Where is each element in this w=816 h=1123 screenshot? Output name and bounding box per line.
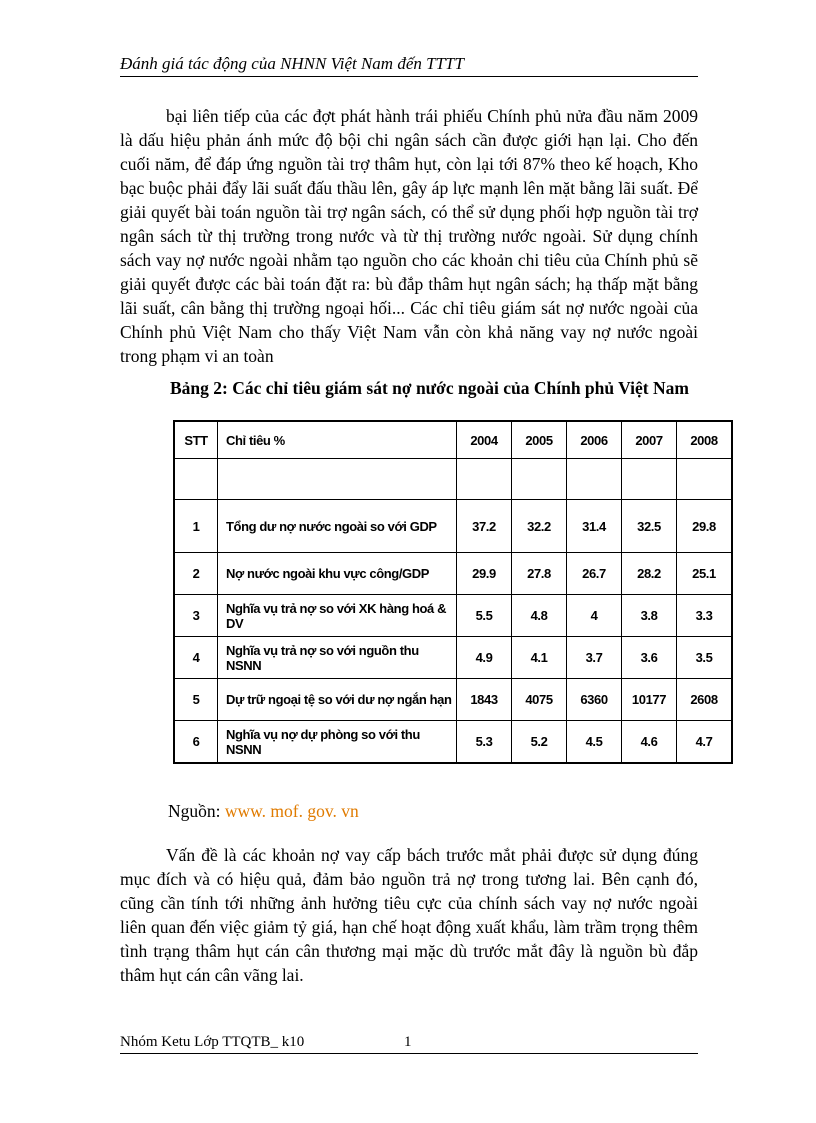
row-indicator: Dự trữ ngoại tệ so với dư nợ ngắn hạn [218, 679, 457, 721]
table-row [174, 553, 732, 595]
row-indicator: Nghĩa vụ nợ dự phòng so với thu NSNN [218, 721, 457, 764]
row-value: 29.8 [677, 500, 733, 553]
row-value: 5.5 [457, 595, 512, 637]
row-value: 4.7 [677, 721, 733, 764]
row-stt: 5 [174, 679, 218, 721]
row-value: 32.5 [622, 500, 677, 553]
row-value: 4.6 [622, 721, 677, 764]
table-row [174, 637, 732, 679]
row-value: 25.1 [677, 553, 733, 595]
row-stt: 6 [174, 721, 218, 764]
row-value: 26.7 [567, 553, 622, 595]
header-stt: STT [174, 421, 218, 459]
blank-cell [622, 459, 677, 500]
row-value: 10177 [622, 679, 677, 721]
body-paragraph-1: bại liên tiếp của các đợt phát hành trái phiếu Chính phủ nửa đầu năm 2009 là dấu hiệu phản ánh mức độ bội chi ngân sách cần được giới hạn lại. Cho đến cuối năm, để đáp ứng nguồn tài trợ thâm hụt, còn lại tới 87% theo kế hoạch, Kho bạc buộc phải đẩy lãi suất đấu thầu lên, gây áp lực mạnh lên mặt bằng lãi suất. Để giải quyết bài toán nguồn tài trợ ngân sách, có thể sử dụng phối hợp nguồn tài trợ ngân sách từ thị trường trong nước và từ thị trường nước ngoài. Sử dụng chính sách vay nợ nước ngoài nhằm tạo nguồn cho các khoản chi tiêu của Chính phủ sẽ giải quyết được các bài toán đặt ra: bù đắp thâm hụt ngân sách; hạ thấp mặt bằng lãi suất, cân bằng thị trường ngoại hối... Các chỉ tiêu giám sát nợ nước ngoài của Chính phủ Việt Nam cho thấy Việt Nam vẫn còn khả năng vay nợ nước ngoài trong phạm vi an toàn [120, 106, 698, 366]
debt-indicators-table [173, 420, 733, 764]
row-stt: 4 [174, 637, 218, 679]
blank-cell [677, 459, 733, 500]
body-paragraph-2: Vấn đề là các khoản nợ vay cấp bách trước mắt phải được sử dụng đúng mục đích và có hiệu quả, đảm bảo nguồn trả nợ trong tương lai. Bên cạnh đó, cũng cần tính tới những ảnh hưởng tiêu cực của chính sách vay nợ nước ngoài liên quan đến việc giảm tỷ giá, hạn chế hoạt động xuất khẩu, làm trầm trọng thêm tình trạng thâm hụt cán cân thương mại mặc dù trước mắt đây là nguồn bù đắp thâm hụt cán cân vãng lai. [120, 845, 698, 985]
row-value: 4.5 [567, 721, 622, 764]
footer-rule [120, 1053, 698, 1054]
row-value: 28.2 [622, 553, 677, 595]
header-rule [120, 76, 698, 77]
source-link[interactable]: www. mof. gov. vn [224, 801, 359, 821]
header-year-2008: 2008 [677, 421, 733, 459]
blank-cell [457, 459, 512, 500]
row-stt: 2 [174, 553, 218, 595]
row-value: 29.9 [457, 553, 512, 595]
row-value: 4.9 [457, 637, 512, 679]
row-value: 4075 [512, 679, 567, 721]
footer-group-label: Nhóm Ketu Lớp TTQTB_ k10 [120, 1034, 305, 1050]
table-row [174, 679, 732, 721]
row-value: 6360 [567, 679, 622, 721]
row-indicator: Nợ nước ngoài khu vực công/GDP [218, 553, 457, 595]
page-number: 1 [404, 1034, 412, 1050]
row-indicator: Tổng dư nợ nước ngoài so với GDP [218, 500, 457, 553]
row-value: 5.2 [512, 721, 567, 764]
table-header-row [174, 421, 732, 459]
source-line [168, 800, 359, 822]
table-caption: Bảng 2: Các chỉ tiêu giám sát nợ nước ngoài của Chính phủ Việt Nam [170, 378, 689, 398]
header-year-2006: 2006 [567, 421, 622, 459]
row-value: 3.7 [567, 637, 622, 679]
row-value: 31.4 [567, 500, 622, 553]
header-year-2007: 2007 [622, 421, 677, 459]
row-indicator: Nghĩa vụ trả nợ so với nguồn thu NSNN [218, 637, 457, 679]
blank-cell [567, 459, 622, 500]
header-year-2005: 2005 [512, 421, 567, 459]
row-value: 37.2 [457, 500, 512, 553]
row-value: 3.8 [622, 595, 677, 637]
row-value: 5.3 [457, 721, 512, 764]
row-stt: 3 [174, 595, 218, 637]
debt-table-wrapper [173, 420, 733, 764]
row-value: 4.1 [512, 637, 567, 679]
row-value: 3.3 [677, 595, 733, 637]
row-value: 27.8 [512, 553, 567, 595]
blank-cell [218, 459, 457, 500]
row-value: 4.8 [512, 595, 567, 637]
header-indicator: Chỉ tiêu % [218, 421, 457, 459]
header-year-2004: 2004 [457, 421, 512, 459]
row-value: 2608 [677, 679, 733, 721]
table-row [174, 595, 732, 637]
row-indicator: Nghĩa vụ trả nợ so với XK hàng hoá & DV [218, 595, 457, 637]
row-value: 3.5 [677, 637, 733, 679]
row-value: 32.2 [512, 500, 567, 553]
table-row [174, 500, 732, 553]
table-row [174, 721, 732, 764]
table-blank-row [174, 459, 732, 500]
row-value: 3.6 [622, 637, 677, 679]
row-value: 4 [567, 595, 622, 637]
row-stt: 1 [174, 500, 218, 553]
blank-cell [512, 459, 567, 500]
running-header: Đánh giá tác động của NHNN Việt Nam đến TTTT [120, 54, 464, 73]
blank-cell [174, 459, 218, 500]
row-value: 1843 [457, 679, 512, 721]
source-label: Nguồn: [168, 801, 221, 821]
